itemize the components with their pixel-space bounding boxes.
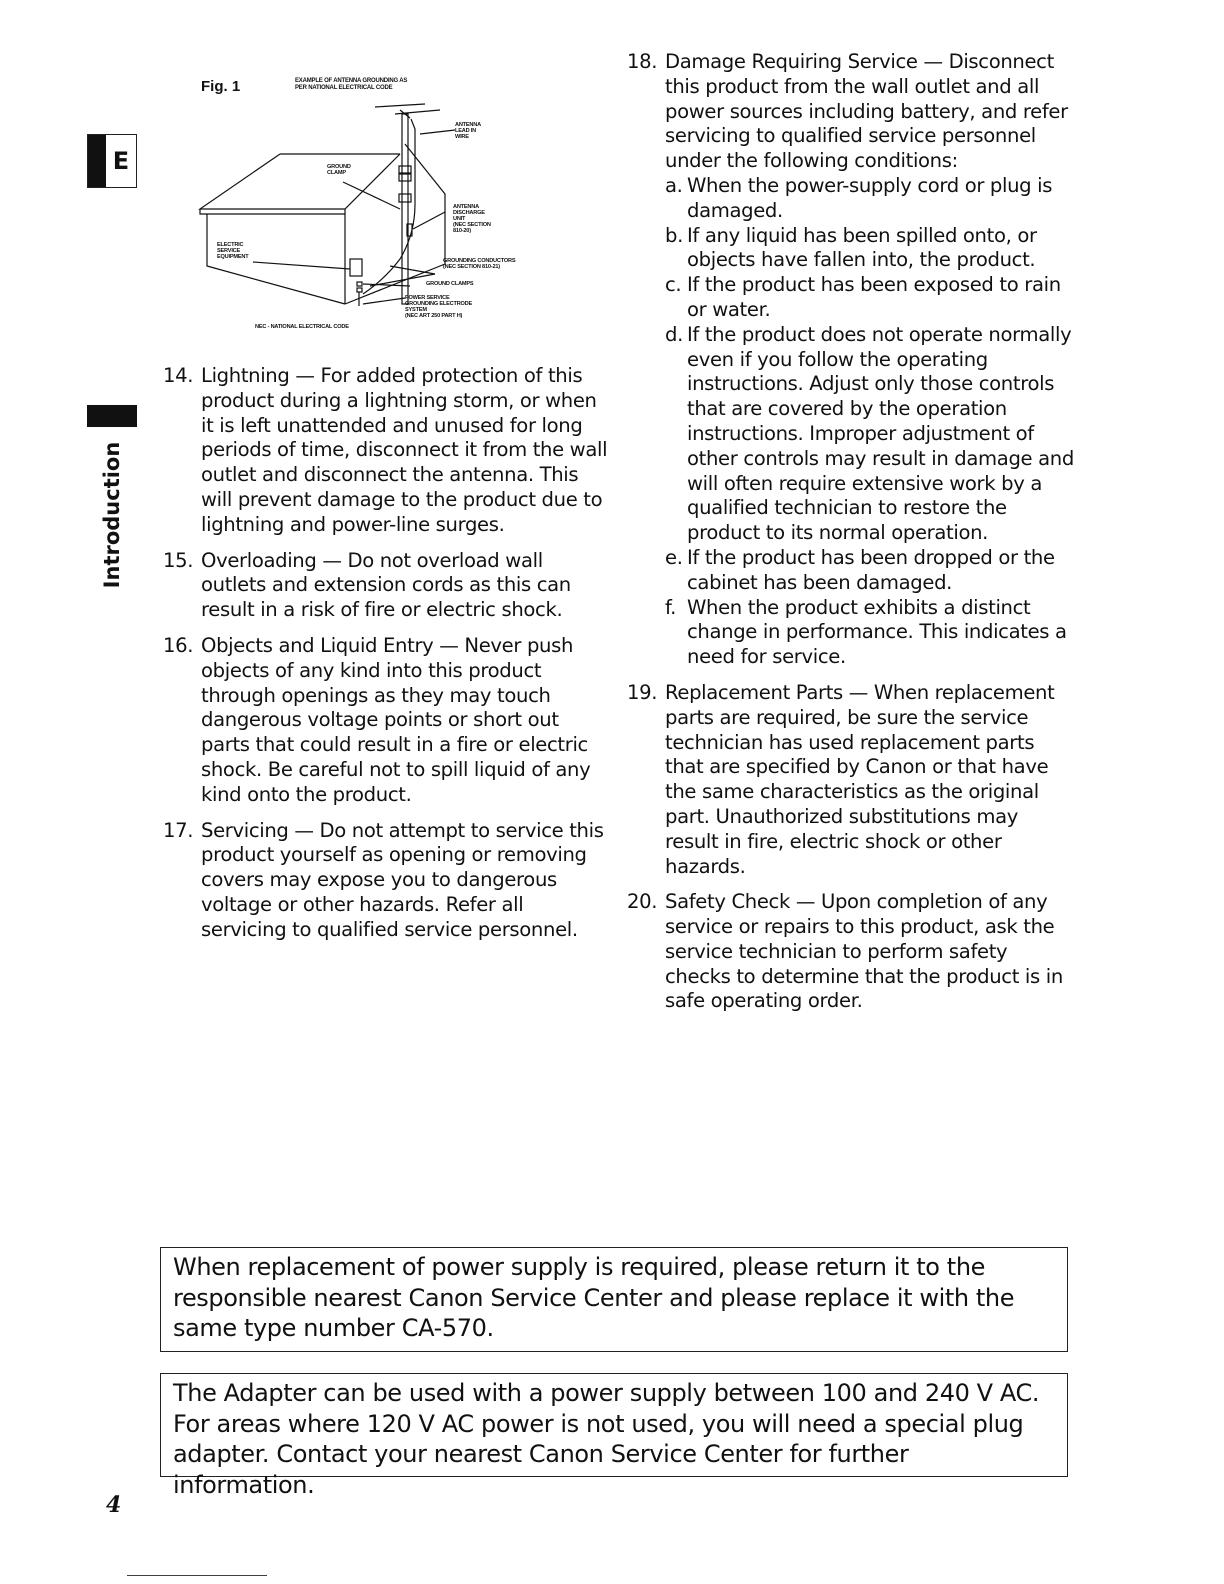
item-number: 14. bbox=[163, 364, 194, 387]
language-tab-bar bbox=[88, 135, 106, 187]
item-body bbox=[665, 50, 1077, 670]
sub-item-text: If the product does not operate normally even if you follow the operating instructions. Adjust only those controls that are covered by the operation instructions. Improper adjustment of other controls may result in damage and will often require extensive work by a qualified technician to restore the product to its normal operation. bbox=[687, 322, 1074, 545]
service-equipment-box bbox=[350, 259, 362, 276]
power-supply-replacement-notice: When replacement of power supply is required, please return it to the responsible nearest Canon Service Center and please replace it with the same type number CA-570. bbox=[160, 1247, 1068, 1352]
antenna-grounding-diagram bbox=[195, 74, 560, 344]
callout-power-service: POWER SERVICE GROUNDING ELECTRODE SYSTEM (NEC ART 250 PART H) bbox=[405, 295, 473, 319]
roof-left bbox=[200, 154, 400, 209]
antenna-mast bbox=[402, 114, 408, 304]
list-item bbox=[627, 890, 1077, 1014]
figure-label: Fig. 1 bbox=[201, 78, 241, 95]
callout-electric-service: ELECTRIC SERVICE EQUIPMENT bbox=[217, 242, 249, 260]
mast-clamp bbox=[399, 194, 411, 202]
callout-ground-clamp: GROUND CLAMP bbox=[327, 164, 351, 176]
sub-item bbox=[665, 546, 1077, 596]
page-number: 4 bbox=[106, 1492, 122, 1518]
language-tab bbox=[87, 134, 137, 188]
sub-item bbox=[665, 174, 1077, 224]
callout-arrow bbox=[253, 262, 350, 269]
callout-arrow bbox=[343, 182, 400, 209]
item-text: Safety Check — Upon completion of any service or repairs to this product, ask the service technician to perform safety checks to determine that the product is in safe operating order. bbox=[665, 890, 1063, 1013]
sub-item-text: If the product has been exposed to rain or water. bbox=[687, 273, 1061, 321]
antenna-grounding-figure bbox=[195, 74, 560, 344]
ground-clamp bbox=[357, 282, 362, 286]
item-number: 15. bbox=[163, 548, 194, 572]
item-number: 17. bbox=[163, 818, 194, 842]
figure-nec-note: NEC - NATIONAL ELECTRICAL CODE bbox=[255, 324, 349, 330]
figure-caption bbox=[295, 78, 407, 91]
figure-caption-line: PER NATIONAL ELECTRICAL CODE bbox=[295, 84, 393, 91]
ground-clamp-top bbox=[399, 166, 411, 173]
callout-grounding-conductors: GROUNDING CONDUCTORS (NEC SECTION 810-21) bbox=[443, 258, 516, 270]
list-item bbox=[163, 364, 613, 538]
sub-item-letter: d. bbox=[665, 322, 683, 346]
sub-item bbox=[665, 323, 1077, 546]
list-item bbox=[627, 681, 1077, 879]
list-item bbox=[627, 50, 1077, 670]
sub-item-letter: a. bbox=[665, 173, 683, 197]
list-item bbox=[163, 819, 613, 943]
item-number: 16. bbox=[163, 633, 194, 657]
callout-discharge-unit: ANTENNA DISCHARGE UNIT (NEC SECTION 810-20) bbox=[453, 204, 491, 234]
adapter-voltage-notice: The Adapter can be used with a power supply between 100 and 240 V AC. For areas where 120 V AC power is not used, you will need a special plug adapter. Contact your nearest Canon Service Center for further information. bbox=[160, 1373, 1068, 1477]
sub-item-letter: c. bbox=[665, 273, 682, 297]
sub-item-text: When the power-supply cord or plug is damaged. bbox=[687, 173, 1053, 222]
house-side bbox=[345, 144, 445, 304]
section-label-text: Introduction bbox=[100, 441, 124, 589]
list-item bbox=[163, 634, 613, 808]
sub-item bbox=[665, 224, 1077, 274]
lead-in-wire bbox=[363, 119, 415, 294]
antenna-element bbox=[375, 104, 425, 107]
figure-caption-line: EXAMPLE OF ANTENNA GROUNDING AS bbox=[295, 78, 408, 84]
callout-arrow bbox=[413, 212, 445, 229]
bottom-rule bbox=[127, 1575, 267, 1576]
item-number: 18. bbox=[627, 50, 658, 73]
roof-edge bbox=[200, 209, 345, 214]
list-item bbox=[163, 549, 613, 623]
item-text: Replacement Parts — When replacement parts are required, be sure the service technician has used replacement parts that are specified by Canon or that have the same characteristics as the original part. Unauthorized substitutions may result in fire, electric shock or other hazards. bbox=[665, 680, 1055, 878]
ground-clamp-top bbox=[399, 174, 411, 181]
callout-arrow bbox=[420, 130, 455, 134]
callout-ground-clamps: GROUND CLAMPS bbox=[426, 281, 474, 287]
item-text: Lightning — For added protection of this product during a lightning storm, or when it is left unattended and unused for long periods of time, disconnect it from the wall outlet and disconnect the antenna. This will prevent damage to the product due to lightning and power-line surges. bbox=[201, 364, 608, 536]
sub-item bbox=[665, 596, 1077, 670]
item-text: Objects and Liquid Entry — Never push objects of any kind into this product through openings as they may touch dangerous voltage points or short out parts that could result in a fire or electric shock. Be careful not to spill liquid of any kind onto the product. bbox=[201, 633, 591, 806]
callout-antenna-lead: ANTENNA LEAD IN WIRE bbox=[455, 122, 481, 140]
sub-item-letter: f. bbox=[665, 595, 677, 619]
sub-item-text: If the product has been dropped or the cabinet has been damaged. bbox=[687, 545, 1055, 594]
sub-item bbox=[665, 273, 1077, 323]
callout-arrow bbox=[363, 298, 405, 304]
sub-item-text: If any liquid has been spilled onto, or objects have fallen into, the product. bbox=[687, 223, 1037, 272]
item-number: 19. bbox=[627, 680, 658, 704]
sub-item-letter: b. bbox=[665, 223, 683, 247]
item-number: 20. bbox=[627, 890, 658, 914]
section-marker bbox=[87, 405, 137, 427]
section-label bbox=[84, 440, 140, 590]
item-text: Damage Requiring Service — Disconnect this product from the wall outlet and all power sources including battery, and refer servicing to qualified service personnel under the following conditions: bbox=[665, 50, 1068, 173]
sub-item-letter: e. bbox=[665, 545, 683, 569]
sub-item-text: When the product exhibits a distinct change in performance. This indicates a need for service. bbox=[687, 595, 1067, 669]
right-column bbox=[627, 50, 1077, 1025]
left-column bbox=[163, 364, 613, 954]
callout-arrow bbox=[390, 266, 435, 274]
language-tab-letter: E bbox=[112, 147, 130, 175]
ground-clamp bbox=[357, 288, 362, 292]
item-text: Servicing — Do not attempt to service this product yourself as opening or removing covers may expose you to dangerous voltage or other hazards. Refer all servicing to qualified service personnel. bbox=[201, 818, 604, 941]
item-text: Overloading — Do not overload wall outlets and extension cords as this can result in a risk of fire or electric shock. bbox=[201, 548, 571, 622]
